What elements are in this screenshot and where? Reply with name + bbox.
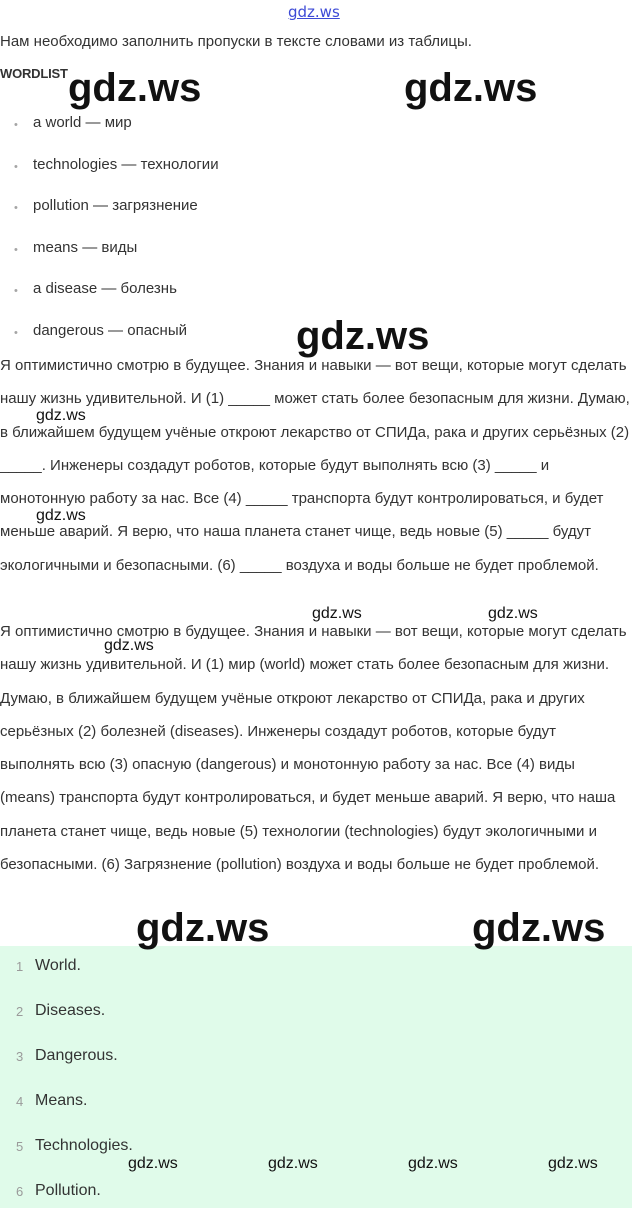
watermark: gdz.ws <box>472 906 606 950</box>
answer-item <box>0 1087 632 1132</box>
watermark: gdz.ws <box>36 407 86 424</box>
bullet-icon: • <box>14 160 18 173</box>
answer-paragraph: Я оптимистично смотрю в будущее. Знания и навыки — вот вещи, которые могут сделать нашу жизнь удивительной. И (1) мир (world) может стать более безопасным для жизни. Думаю, в ближайшем будущем учёные откроют лекарство от СПИДа, рака и других серьёзных (2) болезней (diseases). Инженеры создадут роботов, которые будут выполнять всю (3) опасную (dangerous) и монотонную работу за нас. Все (4) виды (means) транспорта будут контролироваться, и будет меньше аварий. Я верю, что наша планета станет чище, ведь новые (5) технологии (technologies) будут экологичными и безопасными. (6) Загрязнение (pollution) воздуха и воды больше не будет проблемой. <box>0 623 627 874</box>
wordlist-item-text: a disease — болезнь <box>33 280 177 298</box>
answers-list <box>0 946 632 1222</box>
wordlist-item <box>14 280 219 322</box>
wordlist-item-text: means — виды <box>33 238 138 256</box>
watermark: gdz.ws <box>268 1155 318 1172</box>
answer-number: 1 <box>16 959 24 974</box>
site-link[interactable]: gdz.ws <box>288 3 340 21</box>
wordlist-item-text: a world — мир <box>33 114 132 131</box>
bullet-icon: • <box>14 326 18 339</box>
watermark: gdz.ws <box>312 605 362 622</box>
answer-item <box>0 1132 632 1177</box>
bullet-icon: • <box>14 285 18 298</box>
watermark: gdz.ws <box>404 66 538 110</box>
watermark: gdz.ws <box>104 637 154 654</box>
answer-text: Pollution. <box>35 1182 101 1199</box>
answer-text: Means. <box>35 1092 88 1109</box>
answer-item <box>0 952 632 997</box>
wordlist-item <box>14 197 219 239</box>
watermark: gdz.ws <box>488 605 538 622</box>
watermark: gdz.ws <box>68 66 202 110</box>
watermark: gdz.ws <box>128 1155 178 1172</box>
answer-text: World. <box>35 957 81 974</box>
watermark: gdz.ws <box>136 906 270 950</box>
watermark: gdz.ws <box>36 507 86 524</box>
answers-panel <box>0 946 632 1208</box>
wordlist-heading: WORDLIST <box>0 66 68 81</box>
wordlist-item <box>14 156 219 198</box>
answer-text: Dangerous. <box>35 1047 118 1064</box>
answer-item <box>0 1042 632 1087</box>
answer-item <box>0 1177 632 1222</box>
answer-number: 4 <box>16 1094 24 1109</box>
watermark: gdz.ws <box>408 1155 458 1172</box>
task-paragraph: Я оптимистично смотрю в будущее. Знания и навыки — вот вещи, которые могут сделать нашу жизнь удивительной. И (1) _____ может стать более безопасным для жизни. Думаю, в ближайшем будущем учёные откроют лекарство от СПИДа, рака и других серьёзных (2) _____. Инженеры создадут роботов, которые будут выполнять всю (3) _____ и монотонную работу за нас. Все (4) _____ транспорта будут контролироваться, и будет меньше аварий. Я верю, что наша планета станет чище, ведь новые (5) _____ будут экологичными и безопасными. (6) _____ воздуха и воды больше не будет проблемой. <box>0 357 630 574</box>
bullet-icon: • <box>14 202 18 215</box>
answer-item <box>0 997 632 1042</box>
watermark: gdz.ws <box>296 314 430 358</box>
wordlist-item <box>14 239 219 281</box>
answer-number: 5 <box>16 1139 24 1154</box>
watermark: gdz.ws <box>548 1155 598 1172</box>
answer-text: Technologies. <box>35 1137 133 1154</box>
bullet-icon: • <box>14 243 18 256</box>
answer-text: Diseases. <box>35 1002 106 1019</box>
answer-number: 3 <box>16 1049 24 1064</box>
bullet-icon: • <box>14 119 18 131</box>
intro-text: Нам необходимо заполнить пропуски в тексте словами из таблицы. <box>0 33 472 50</box>
wordlist <box>14 114 219 364</box>
wordlist-item-text: dangerous — опасный <box>33 321 187 339</box>
answer-number: 2 <box>16 1004 24 1019</box>
wordlist-item-text: technologies — технологии <box>33 155 219 173</box>
wordlist-item-text: pollution — загрязнение <box>33 197 198 215</box>
wordlist-item <box>14 114 219 156</box>
answer-number: 6 <box>16 1184 24 1199</box>
